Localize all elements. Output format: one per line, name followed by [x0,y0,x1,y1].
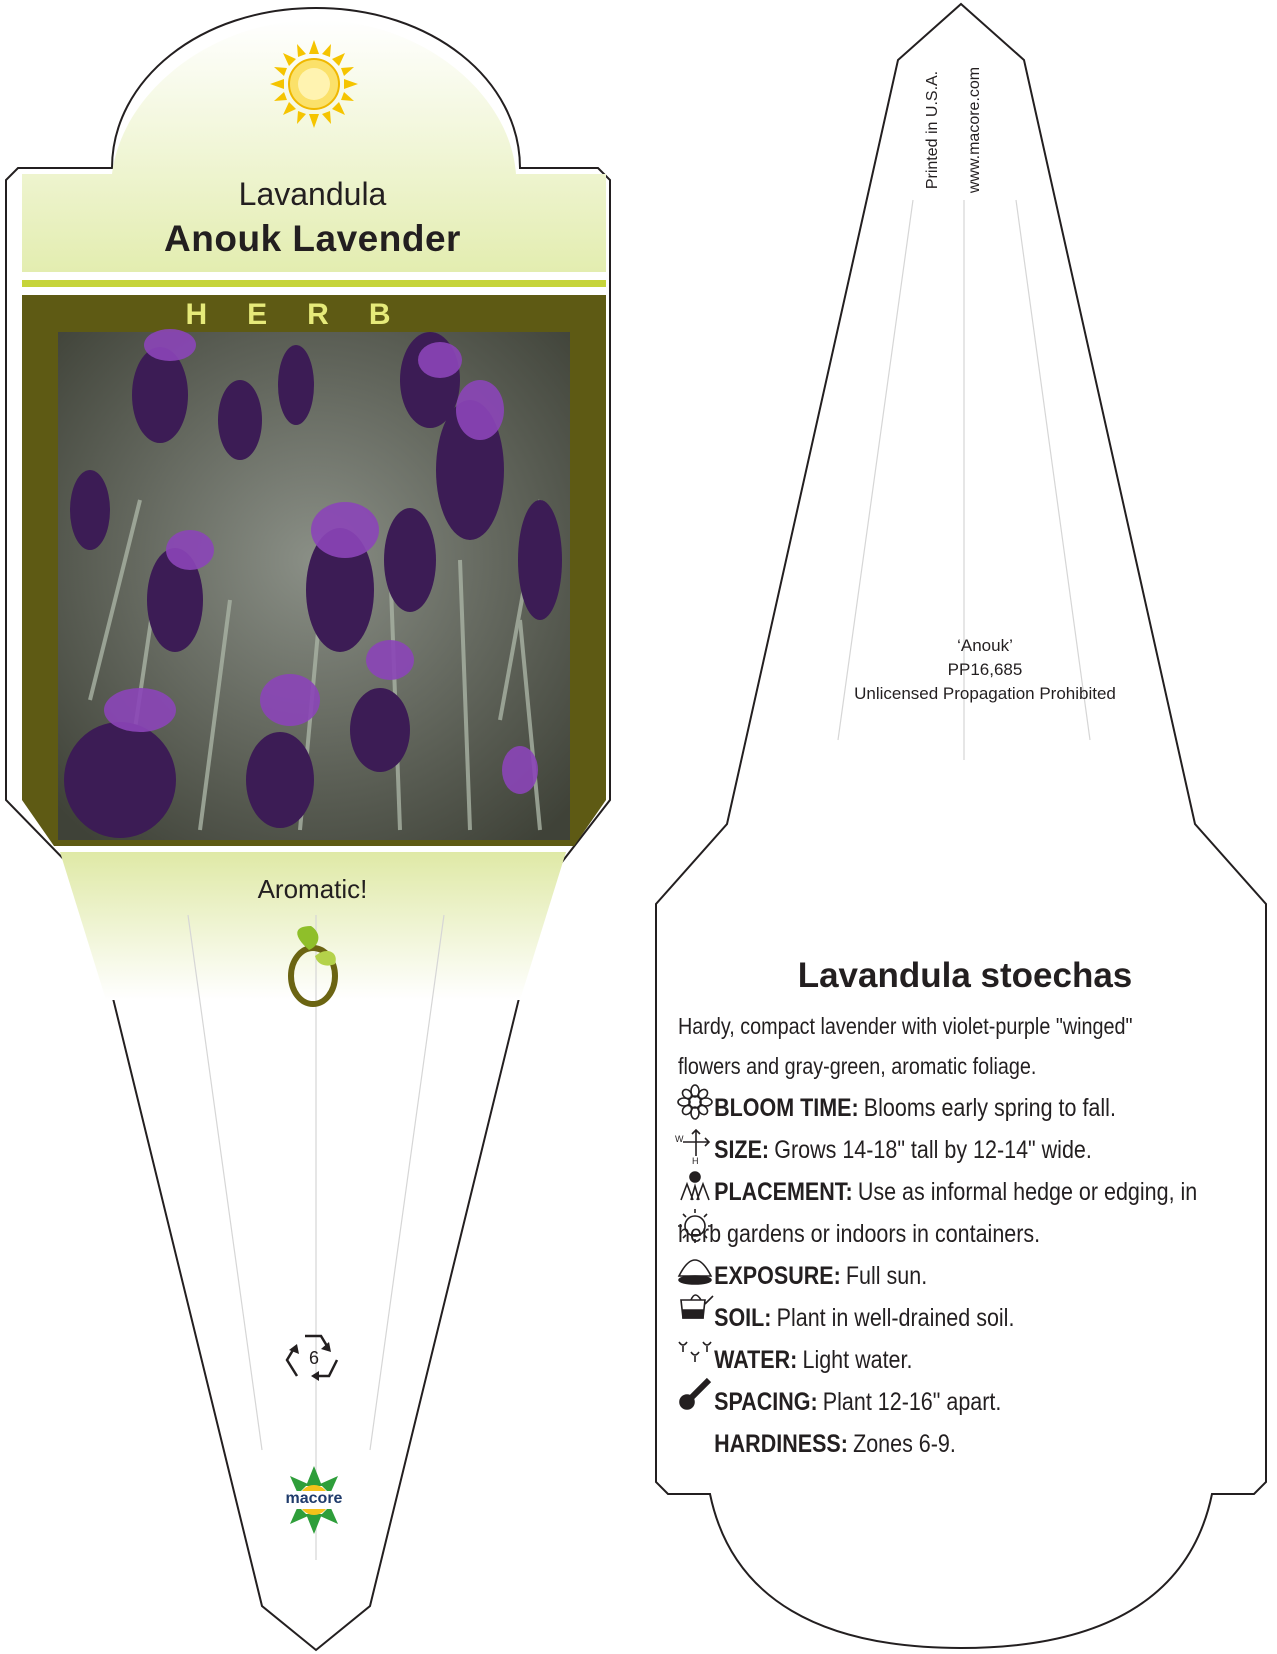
hardiness-label: HARDINESS: [714,1430,848,1458]
soil-text: Plant in well-drained soil. [776,1304,1015,1332]
svg-text:W: W [675,1134,684,1144]
description [678,1006,1177,1086]
category-label: HERB [185,298,431,331]
recycle-number: 6 [308,1348,319,1368]
care-exposure [678,1255,1263,1297]
lavender-photo [58,329,570,840]
water-label: WATER: [714,1346,798,1374]
care-hardiness [678,1423,1263,1465]
care-spacing [678,1381,1263,1423]
care-size [678,1129,1263,1171]
printed-in: Printed in U.S.A. [924,70,942,190]
soil-label: SOIL: [714,1304,772,1332]
placement-label: PLACEMENT: [714,1178,853,1206]
placement-text-cont: herb gardens or indoors in containers. [678,1220,1041,1248]
front-header-stripe [22,280,606,287]
patent-block [760,634,1210,706]
tagline: Aromatic! [257,874,368,904]
svg-text:H: H [692,1156,699,1166]
hardiness-text: Zones 6-9. [853,1430,956,1458]
description-line: flowers and gray-green, aromatic foliage. [678,1053,1037,1079]
bloom-text: Blooms early spring to fall. [863,1094,1116,1122]
cultivar-name: ‘Anouk’ [957,636,1013,655]
website: www.macore.com [966,66,984,194]
exposure-text: Full sun. [845,1262,928,1290]
bloom-label: BLOOM TIME: [714,1094,859,1122]
care-list [678,1087,1263,1465]
spacing-label: SPACING: [714,1388,818,1416]
care-water [678,1339,1263,1381]
exposure-label: EXPOSURE: [714,1262,841,1290]
species-name: Lavandula stoechas [797,956,1133,995]
placement-text: Use as informal hedge or edging, in [857,1178,1198,1206]
water-text: Light water. [802,1346,913,1374]
brand-name: macore [285,1490,343,1507]
size-text: Grows 14-18" tall by 12-14" wide. [774,1136,1092,1164]
care-placement [678,1171,1263,1213]
care-soil [678,1297,1263,1339]
care-bloom [678,1087,1263,1129]
size-label: SIZE: [714,1136,770,1164]
propagation-notice: Unlicensed Propagation Prohibited [854,684,1116,703]
spacing-text: Plant 12-16" apart. [822,1388,1002,1416]
care-placement-cont [678,1213,1263,1255]
full-sun-icon [270,40,358,128]
description-line: Hardy, compact lavender with violet-purple "winged" [678,1013,1133,1039]
common-name: Anouk Lavender [164,218,461,259]
patent-number: PP16,685 [947,660,1023,679]
genus-name: Lavandula [238,176,387,212]
